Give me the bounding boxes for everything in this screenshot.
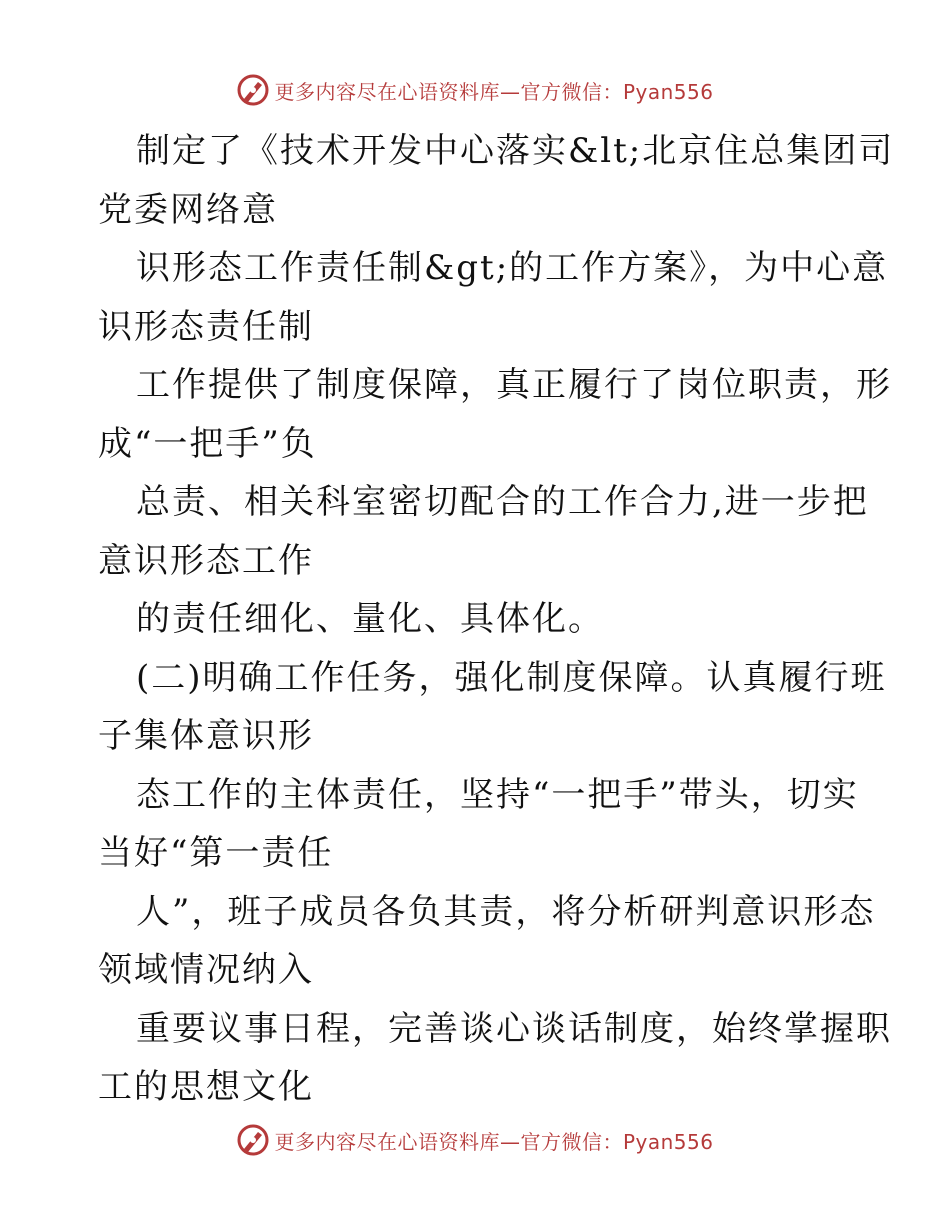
text-line: 总责、相关科室密切配合的工作合力,进一步把 — [136, 482, 869, 522]
text-line: 识形态工作责任制&gt;的工作方案》，为中心意 — [136, 248, 889, 288]
text-line: 意识形态工作 — [98, 540, 314, 581]
text-line: 领域情况纳入 — [98, 950, 314, 990]
footer-watermark — [0, 1120, 950, 1160]
text-line: 重要议事日程，完善谈心谈话制度，始终掌握职 — [136, 1008, 892, 1049]
header-watermark — [0, 70, 950, 110]
text-line: (二)明确工作任务，强化制度保障。认真履行班 — [136, 657, 887, 698]
text-line: 态工作的主体责任，坚持“一把手”带头，切实 — [136, 774, 859, 815]
pen-logo-icon — [236, 1123, 270, 1157]
text-line: 子集体意识形 — [98, 716, 314, 756]
text-line: 成“一把手”负 — [98, 423, 317, 464]
text-line: 工作提供了制度保障，真正履行了岗位职责，形 — [136, 365, 892, 405]
text-line: 识形态责任制 — [98, 306, 314, 347]
text-line: 人”，班子成员各负其责，将分析研判意识形态 — [136, 891, 876, 932]
watermark-text: 更多内容尽在心语资料库—官方微信：Pyan556 — [274, 1129, 714, 1154]
document-body — [98, 122, 895, 1117]
text-line: 制定了《技术开发中心落实&lt;北京住总集团司 — [136, 131, 895, 171]
text-line: 工的思想文化 — [98, 1067, 314, 1107]
pen-logo-icon — [236, 73, 270, 107]
watermark-text: 更多内容尽在心语资料库—官方微信：Pyan556 — [274, 79, 714, 104]
text-line: 当好“第一责任 — [98, 833, 334, 873]
text-line: 的责任细化、量化、具体化。 — [136, 599, 604, 639]
text-line: 党委网络意 — [98, 189, 278, 230]
